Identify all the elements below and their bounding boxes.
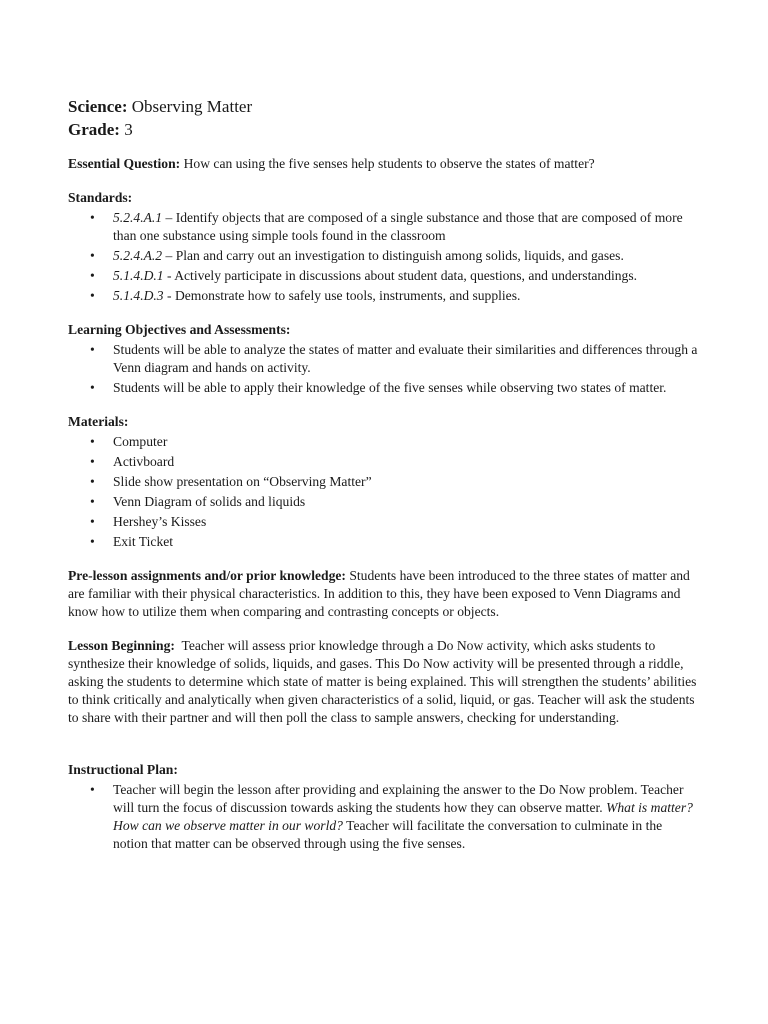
list-item xyxy=(68,781,700,853)
standard-separator: – xyxy=(162,210,176,225)
prelesson-text: Students have been introduced to the three states of matter and are familiar with their physical characteristics. In addition to this, they have been exposed to Venn Diagrams and know how to utilize them when comparing and contrasting concepts or objects. xyxy=(68,568,690,619)
material-text: Activboard xyxy=(113,454,175,469)
bullet: • xyxy=(90,248,95,263)
essential-question-text: How can using the five senses help students to observe the states of matter? xyxy=(183,156,595,171)
objectives-heading: Learning Objectives and Assessments: xyxy=(68,322,291,337)
material-text: Exit Ticket xyxy=(113,534,174,549)
standards-list xyxy=(68,209,700,305)
standard-separator: - xyxy=(163,268,175,283)
lesson-beginning-label: Lesson Beginning: xyxy=(68,638,175,653)
list-item xyxy=(68,533,700,551)
essential-question xyxy=(68,155,700,173)
standard-text: Identify objects that are composed of a single substance and those that are composed of more than one substance using simple tools found in the classroom xyxy=(113,210,683,243)
bullet: • xyxy=(90,534,95,549)
list-item xyxy=(68,267,700,285)
subject-line xyxy=(68,95,700,118)
lesson-beginning-paragraph xyxy=(68,637,700,727)
materials-section xyxy=(68,413,700,551)
material-text: Hershey’s Kisses xyxy=(113,514,207,529)
grade-label: Grade: xyxy=(68,120,120,139)
list-item xyxy=(68,247,700,265)
plan-text-part1: Teacher will begin the lesson after providing and explaining the answer to the Do Now problem. Teacher will turn the focus of discussion towards asking the students how they can observe matter. xyxy=(113,782,684,815)
standard-text: Actively participate in discussions about student data, questions, and understandings. xyxy=(174,268,638,283)
standards-heading: Standards: xyxy=(68,190,133,205)
lesson-beginning-text: Teacher will assess prior knowledge through a Do Now activity, which asks students to synthesize their knowledge of solids, liquids, and gases. This Do Now activity will be presented through a riddle, asking the students to determine which state of matter is being explained. This will strengthen the students’ abilities to think critically and analytically when given characteristics of a solid, liquid, or gas. Teacher will ask the students to share with their partner and will then poll the class to sample answers, checking for understanding. xyxy=(68,638,697,725)
bullet: • xyxy=(90,782,95,797)
standard-code: 5.2.4.A.2 xyxy=(113,248,163,263)
standard-code: 5.1.4.D.3 xyxy=(113,288,164,303)
bullet: • xyxy=(90,210,95,225)
grade-value: 3 xyxy=(124,120,133,139)
instructional-plan-list xyxy=(68,781,700,853)
standard-code: 5.2.4.A.1 xyxy=(113,210,163,225)
essential-question-label: Essential Question: xyxy=(68,156,181,171)
list-item xyxy=(68,341,700,377)
bullet: • xyxy=(90,494,95,509)
bullet: • xyxy=(90,380,95,395)
standard-separator: - xyxy=(163,288,175,303)
instructional-plan-section xyxy=(68,761,700,853)
bullet: • xyxy=(90,434,95,449)
bullet: • xyxy=(90,474,95,489)
subject-value: Observing Matter xyxy=(131,97,253,116)
objectives-list xyxy=(68,341,700,397)
standard-text: Demonstrate how to safely use tools, instruments, and supplies. xyxy=(174,288,521,303)
standards-section xyxy=(68,189,700,305)
subject-label: Science: xyxy=(68,97,128,116)
standard-text: Plan and carry out an investigation to distinguish among solids, liquids, and gases. xyxy=(175,248,624,263)
list-item xyxy=(68,287,700,305)
plan-questions: What is matter? How can we observe matter in our world? xyxy=(113,800,693,833)
standard-separator: – xyxy=(162,248,176,263)
grade-line xyxy=(68,118,700,141)
list-item xyxy=(68,493,700,511)
bullet: • xyxy=(90,268,95,283)
material-text: Slide show presentation on “Observing Matter” xyxy=(113,474,372,489)
prelesson-paragraph xyxy=(68,567,700,621)
list-item xyxy=(68,473,700,491)
bullet: • xyxy=(90,288,95,303)
material-text: Computer xyxy=(113,434,168,449)
list-item xyxy=(68,453,700,471)
objective-text: Students will be able to analyze the states of matter and evaluate their similarities and differences through a Venn diagram and hands on activity. xyxy=(113,342,698,375)
bullet: • xyxy=(90,454,95,469)
list-item xyxy=(68,379,700,397)
prelesson-label: Pre-lesson assignments and/or prior knowledge: xyxy=(68,568,346,583)
bullet: • xyxy=(90,342,95,357)
plan-text-part2: Teacher will facilitate the conversation to culminate in the notion that matter can be observed through using the five senses. xyxy=(113,818,663,851)
materials-list xyxy=(68,433,700,551)
materials-heading: Materials: xyxy=(68,414,129,429)
instructional-plan-heading: Instructional Plan: xyxy=(68,762,178,777)
standard-code: 5.1.4.D.1 xyxy=(113,268,164,283)
list-item xyxy=(68,513,700,531)
list-item xyxy=(68,433,700,451)
bullet: • xyxy=(90,514,95,529)
objective-text: Students will be able to apply their knowledge of the five senses while observing two states of matter. xyxy=(113,380,667,395)
material-text: Venn Diagram of solids and liquids xyxy=(113,494,306,509)
list-item xyxy=(68,209,700,245)
objectives-section xyxy=(68,321,700,397)
lesson-plan xyxy=(68,95,700,853)
